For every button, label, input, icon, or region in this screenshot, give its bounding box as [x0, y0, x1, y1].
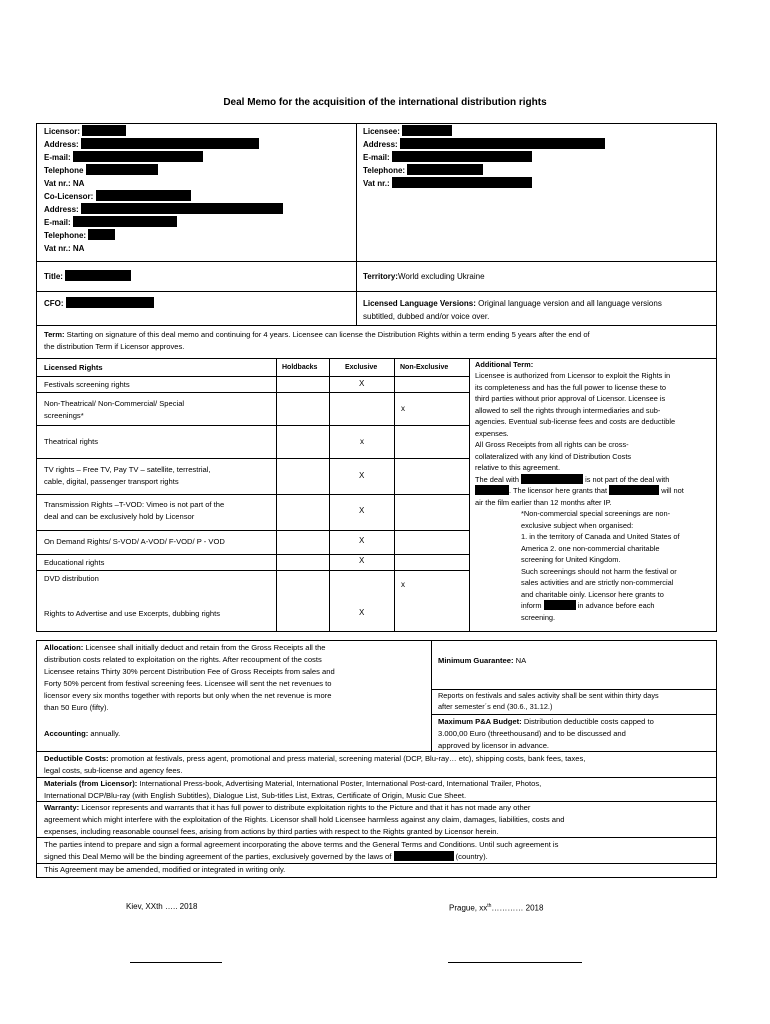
licensee-vat-label: Vat nr.: [363, 177, 532, 190]
exclusive-mark: X [359, 379, 365, 388]
additional-term-line: expenses. [475, 428, 509, 438]
non-commercial-line: inform in advance before each [521, 601, 655, 610]
allocation-text-cont: distribution costs related to exploitation on the rights. After recoupment of the costs [44, 655, 322, 664]
header-exclusive: Exclusive [345, 364, 378, 371]
redaction [73, 216, 177, 227]
accounting: Accounting: annually. [44, 729, 121, 738]
header-licensed-rights: Licensed Rights [44, 363, 103, 372]
header-non-exclusive: Non-Exclusive [400, 364, 449, 371]
term-text: Term: Starting on signature of this deal memo and continuing for 4 years. Licensee can license the Distribution Rights within a term ending 5 years after the end of [44, 330, 590, 339]
rights-row-label: Non-Theatrical/ Non-Commercial/ Special [44, 399, 185, 408]
non-exclusive-mark: x [401, 404, 405, 413]
non-commercial-line: Such screenings should not harm the festival or [521, 566, 677, 576]
redaction [73, 151, 203, 162]
exclusive-mark: x [360, 437, 364, 446]
header-holdbacks: Holdbacks [282, 364, 318, 371]
redaction [407, 164, 483, 175]
warranty: Warranty: Licensor represents and warrants that it has full power to distribute exploitation rights to the Picture and that it has not made any other [44, 803, 531, 812]
place-date-kiev: Kiev, XXth ….. 2018 [126, 902, 198, 911]
rights-row-label: Theatrical rights [44, 437, 99, 446]
licensee-email-label: E-mail: [363, 151, 532, 164]
rights-row-label: Transmission Rights –T-VOD: Vimeo is not part of the [44, 500, 225, 509]
redaction [81, 203, 283, 214]
pa-budget-cont: 3.000,00 Euro (threethousand) and to be discussed and [438, 729, 626, 738]
exclusive-mark: X [359, 506, 365, 515]
licensor-vat-label: Vat nr.: NA [44, 179, 85, 188]
allocation-text-cont: Forty 50% percent from festival screening fees. Licensee will sent the net revenues to [44, 679, 332, 688]
rights-row-label: Festivals screening rights [44, 380, 130, 389]
materials-cont: International DCP/Blu-ray (with English Subtitles), Dialogue List, Sub-titles List, Extras, Certificate of Origin, Music Cue Sheet. [44, 791, 467, 800]
co-licensor-email-label: E-mail: [44, 216, 177, 229]
exclusive-mark: X [359, 556, 365, 565]
licensed-language-versions-cont: subtitled, dubbed and/or voice over. [363, 312, 490, 321]
exclusive-mark: X [359, 536, 365, 545]
redaction [544, 600, 576, 610]
licensee-label: Licensee: [363, 125, 452, 138]
exclusive-mark: X [359, 471, 365, 480]
rights-row-label: Rights to Advertise and use Excerpts, dubbing rights [44, 609, 221, 618]
co-licensor-label: Co-Licensor: [44, 190, 191, 203]
licensee-telephone-label: Telephone: [363, 164, 483, 177]
allocation-text-cont: Licensee retains Thirty 30% percent Distribution Fee of Gross Receipts from sales and [44, 667, 335, 676]
redaction [65, 270, 131, 281]
signature-line-licensor [448, 962, 582, 963]
non-commercial-line: and charitable oinly. Licensor here grants to [521, 589, 664, 599]
allocation-text-cont: licensor every six months together with reports but only when the net revenue is more [44, 691, 332, 700]
rights-row-label-cont: cable, digital, passenger transport rights [44, 477, 179, 486]
pa-budget-cont: approved by licensor in advance. [438, 741, 550, 750]
redaction [521, 474, 583, 484]
allocation-text-cont: than 50 Euro (fifty). [44, 703, 109, 712]
co-licensor-telephone-label: Telephone: [44, 229, 115, 242]
non-commercial-line: 1. in the territory of Canada and United States of [521, 532, 680, 541]
exclusive-mark: X [359, 608, 365, 617]
additional-term-line: its completeness and has the full power to license these to [475, 382, 667, 392]
redaction [86, 164, 158, 175]
additional-term-heading: Additional Term: [475, 360, 534, 369]
parties-intent: The parties intend to prepare and sign a formal agreement incorporating the above terms and the General Terms and Conditions. Until such agreement is [44, 840, 559, 849]
non-exclusive-mark: x [401, 580, 405, 589]
minimum-guarantee: Minimum Guarantee: NA [438, 656, 527, 665]
rights-row-label: Educational rights [44, 558, 105, 567]
deductible-costs: Deductible Costs: promotion at festivals, press agent, promotional and press material, screening material (DCP, Blu-ray… etc), shipping costs, bank fees, taxes, [44, 754, 586, 763]
additional-term-line: collateralized with any kind of Distribution Costs [475, 451, 632, 461]
redaction [402, 125, 452, 136]
redaction [81, 138, 259, 149]
cfo-label: CFO: [44, 297, 154, 310]
additional-term-line: All Gross Receipts from all rights can be cross- [475, 440, 629, 449]
redaction [400, 138, 605, 149]
licensee-address-label: Address: [363, 138, 605, 151]
territory: Territory:World excluding Ukraine [363, 272, 485, 281]
non-commercial-line: sales activities and are strictly non-commercial [521, 578, 674, 587]
co-licensor-address-label: Address: [44, 203, 283, 216]
redaction [82, 125, 126, 136]
additional-term-line: agencies. Eventual sub-license fees and costs are deductible [475, 417, 676, 426]
licensor-label: Licensor: [44, 125, 126, 138]
signature-line-licensee [130, 962, 222, 963]
licensed-language-versions: Licensed Language Versions: Original language version and all language versions [363, 299, 662, 308]
licensor-telephone-label: Telephone [44, 164, 158, 177]
rights-row-label: TV rights – Free TV, Pay TV – satellite, terrestrial, [44, 465, 211, 474]
reports-text: Reports on festivals and sales activity shall be sent within thirty days [438, 691, 659, 700]
place-date-prague: Prague, $xx^{th}\dots\dots\dots\dots$ 2018 [449, 903, 544, 913]
non-commercial-line: exclusive subject when organised: [521, 520, 634, 530]
additional-term-line: relative to this agreement. [475, 463, 561, 472]
additional-term-line: third parties without prior approval of Licensor. Licensee is [475, 394, 666, 403]
non-commercial-line: screening for United Kingdom. [521, 555, 621, 564]
licensor-email-label: E-mail: [44, 151, 203, 164]
rights-row-label-cont: deal and can be exclusively hold by Licensor [44, 512, 195, 521]
non-commercial-line: screening. [521, 612, 556, 622]
non-commercial-line: America 2. one non-commercial charitable [521, 543, 660, 553]
additional-term-line: . The licensor here grants that will not [475, 485, 684, 497]
licensor-address-label: Address: [44, 138, 259, 151]
non-commercial-line: *Non-commercial special screenings are non- [521, 509, 671, 518]
rights-row-label: On Demand Rights/ S-VOD/ A-VOD/ F-VOD/ P - VOD [44, 537, 225, 546]
rights-row-label-cont: screenings* [44, 411, 84, 420]
redaction [392, 151, 532, 162]
materials: Materials (from Licensor): International Press-book, Advertising Material, International Poster, International Post-card, International Trailer, Photos, [44, 779, 542, 788]
additional-term-line: The deal with is not part of the deal with [475, 474, 670, 484]
additional-term-line: Licensee is authorized from Licensor to exploit the Rights in [475, 371, 671, 380]
document-title: Deal Memo for the acquisition of the international distribution rights [223, 97, 547, 108]
warranty-cont: expenses, including reasonable counsel fees, arising from actions by third parties with respect to the Rights granted by Licensor herein. [44, 827, 499, 836]
allocation-text: Allocation: Licensee shall initially deduct and retain from the Gross Receipts all the [44, 643, 326, 652]
additional-term-line: allowed to sell the rights through intermediaries and sub- [475, 405, 661, 415]
warranty-cont: agreement which might interfere with the exploitation of the Rights. Licensor shall hold Licensee harmless against any claim, damages, liabilities, costs and [44, 815, 565, 824]
additional-term-line: air the film earlier than 12 months after IP. [475, 497, 612, 507]
reports-text-cont: after semester´s end (30.6., 31.12.) [438, 702, 553, 711]
pa-budget: Maximum P&A Budget: Distribution deductible costs capped to [438, 717, 654, 726]
redaction [96, 190, 191, 201]
redaction [475, 485, 509, 495]
co-licensor-vat-label: Vat nr.: NA [44, 244, 85, 253]
redaction [66, 297, 154, 308]
redaction [609, 485, 659, 495]
deductible-costs-cont: legal costs, sub-license and agency fees. [44, 766, 183, 775]
redaction [88, 229, 115, 240]
term-text-cont: the distribution Term if Licensor approves. [44, 342, 185, 351]
redaction [392, 177, 532, 188]
amendment: This Agreement may be amended, modified or integrated in writing only. [44, 865, 286, 874]
film-title-label: Title: [44, 270, 131, 283]
redaction [394, 851, 454, 861]
rights-row-label: DVD distribution [44, 574, 99, 583]
parties-intent-cont: signed this Deal Memo will be the binding agreement of the parties, exclusively governed by the laws of (country). [44, 852, 488, 861]
